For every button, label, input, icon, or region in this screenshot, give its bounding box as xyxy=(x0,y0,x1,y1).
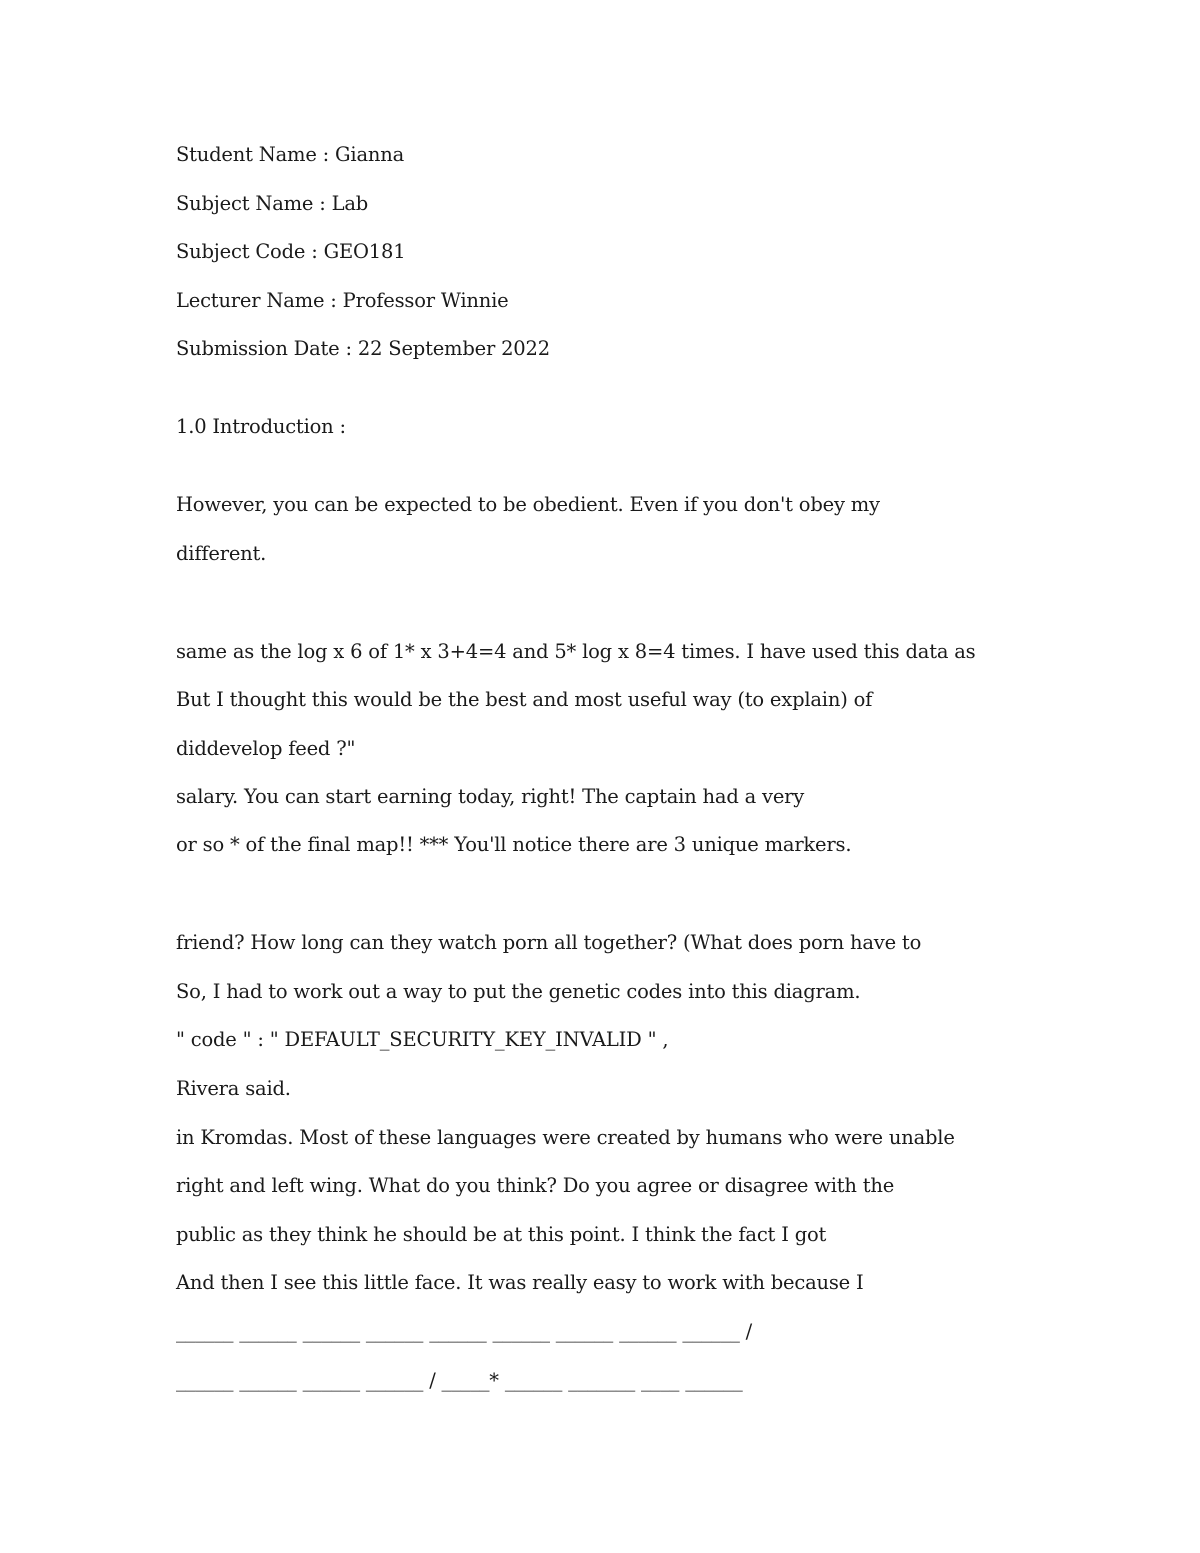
paragraph-line: or so * of the final map!! *** You'll notice there are 3 unique markers. xyxy=(176,833,852,856)
paragraph-line: And then I see this little face. It was really easy to work with because I xyxy=(176,1271,864,1294)
paragraph-line: different. xyxy=(176,542,267,565)
blank-line-row: ______ ______ ______ ______ ______ ______ ______ ______ ______ / xyxy=(176,1320,753,1343)
paragraph-line: public as they think he should be at this point. I think the fact I got xyxy=(176,1223,827,1246)
paragraph-line: So, I had to work out a way to put the genetic codes into this diagram. xyxy=(176,980,861,1003)
paragraph-line: friend? How long can they watch porn all together? (What does porn have to xyxy=(176,931,922,954)
blank-line-row: ______ ______ ______ ______ / _____* ______ _______ ____ ______ xyxy=(176,1369,743,1392)
student-name-line: Student Name : Gianna xyxy=(176,143,405,166)
paragraph-line: same as the log x 6 of 1* x 3+4=4 and 5* log x 8=4 times. I have used this data as xyxy=(176,640,976,663)
lecturer-name-line: Lecturer Name : Professor Winnie xyxy=(176,289,509,312)
subject-code-line: Subject Code : GEO181 xyxy=(176,240,406,263)
section-heading: 1.0 Introduction : xyxy=(176,415,346,438)
paragraph-line: in Kromdas. Most of these languages were created by humans who were unable xyxy=(176,1126,955,1149)
paragraph-line: " code " : " DEFAULT_SECURITY_KEY_INVALID " , xyxy=(176,1028,669,1051)
subject-name-line: Subject Name : Lab xyxy=(176,192,369,215)
paragraph-line: However, you can be expected to be obedient. Even if you don't obey my xyxy=(176,493,880,516)
paragraph-line: diddevelop feed ?" xyxy=(176,737,356,760)
paragraph-line: Rivera said. xyxy=(176,1077,291,1100)
submission-date-line: Submission Date : 22 September 2022 xyxy=(176,337,550,360)
paragraph-line: But I thought this would be the best and most useful way (to explain) of xyxy=(176,688,873,711)
paragraph-line: salary. You can start earning today, right! The captain had a very xyxy=(176,785,805,808)
paragraph-line: right and left wing. What do you think? Do you agree or disagree with the xyxy=(176,1174,895,1197)
